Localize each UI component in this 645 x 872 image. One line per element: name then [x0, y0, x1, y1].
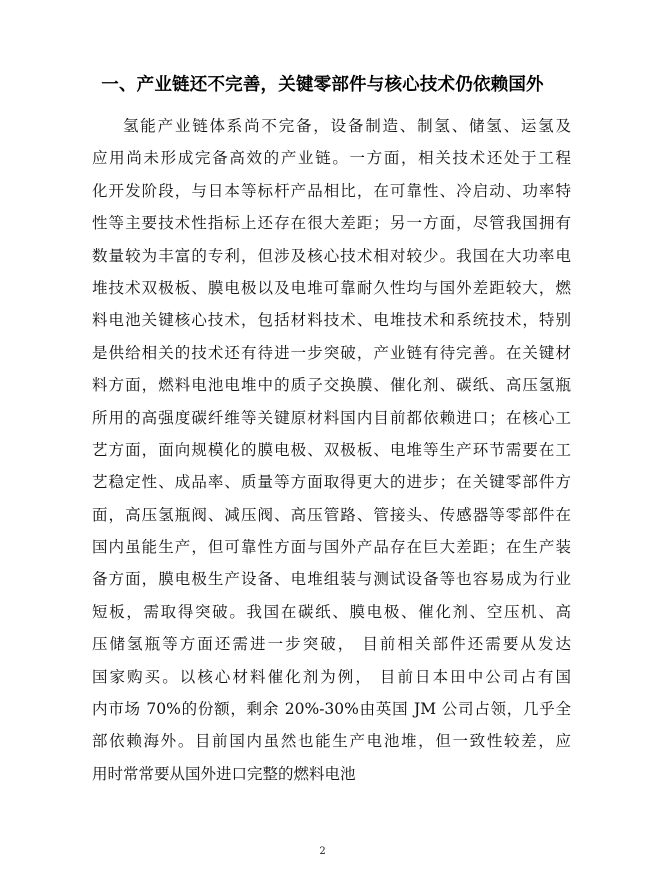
paragraph-line: 化开发阶段，与日本等标杆产品相比，在可靠性、冷启动、功率特 — [92, 181, 571, 200]
paragraph-line: 短板，需取得突破。我国在碳纸、膜电极、催化剂、空压机、高 — [92, 602, 571, 621]
paragraph-line: 应用尚未形成完备高效的产业链。一方面，相关技术还处于工程 — [92, 149, 571, 168]
paragraph-line: 所用的高强度碳纤维等关键原材料国内目前都依赖进口；在核心工 — [92, 408, 571, 427]
paragraph-line: 国内虽能生产，但可靠性方面与国外产品存在巨大差距；在生产装 — [92, 538, 571, 557]
paragraph-line: 艺稳定性、成品率、质量等方面取得更大的进步；在关键零部件方 — [92, 473, 571, 492]
paragraph-line: 艺方面，面向规模化的膜电极、双极板、电堆等生产环节需要在工 — [92, 440, 571, 459]
paragraph-line: 性等主要技术性指标上还存在很大差距；另一方面，尽管我国拥有 — [92, 214, 571, 233]
body-paragraph — [92, 110, 571, 790]
paragraph-line: 是供给相关的技术还有待进一步突破，产业链有待完善。在关键材 — [92, 343, 571, 362]
paragraph-line: 备方面，膜电极生产设备、电堆组装与测试设备等也容易成为行业 — [92, 570, 571, 589]
paragraph-line: 面，高压氢瓶阀、减压阀、高压管路、管接头、传感器等零部件在 — [92, 505, 571, 524]
paragraph-line: 氢能产业链体系尚不完备，设备制造、制氢、储氢、运氢及 — [123, 117, 571, 135]
paragraph-line: 堆技术双极板、膜电极以及电堆可靠耐久性均与国外差距较大，燃 — [92, 278, 571, 297]
section-heading: 一、产业链还不完善，关键零部件与核心技术仍依赖国外 — [101, 75, 544, 95]
page-number: 2 — [319, 846, 326, 857]
paragraph-line: 部依赖海外。目前国内虽然也能生产电池堆，但一致性较差，应 — [92, 732, 571, 751]
paragraph-line-last: 用时常常要从国外进口完整的燃料电池 — [92, 764, 356, 783]
paragraph-line: 数量较为丰富的专利，但涉及核心技术相对较少。我国在大功率电 — [92, 246, 571, 265]
paragraph-line: 料方面，燃料电池电堆中的质子交换膜、催化剂、碳纸、高压氢瓶 — [92, 376, 571, 395]
paragraph-line: 国家购买。以核心材料催化剂为例， 目前日本田中公司占有国 — [92, 667, 571, 686]
paragraph-line: 内市场 70%的份额，剩余 20%-30%由英国 JM 公司占领，几乎全 — [92, 700, 571, 719]
paragraph-line: 料电池关键核心技术，包括材料技术、电堆技术和系统技术，特别 — [92, 311, 571, 330]
paragraph-line: 压储氢瓶等方面还需进一步突破， 目前相关部件还需要从发达 — [92, 635, 571, 654]
